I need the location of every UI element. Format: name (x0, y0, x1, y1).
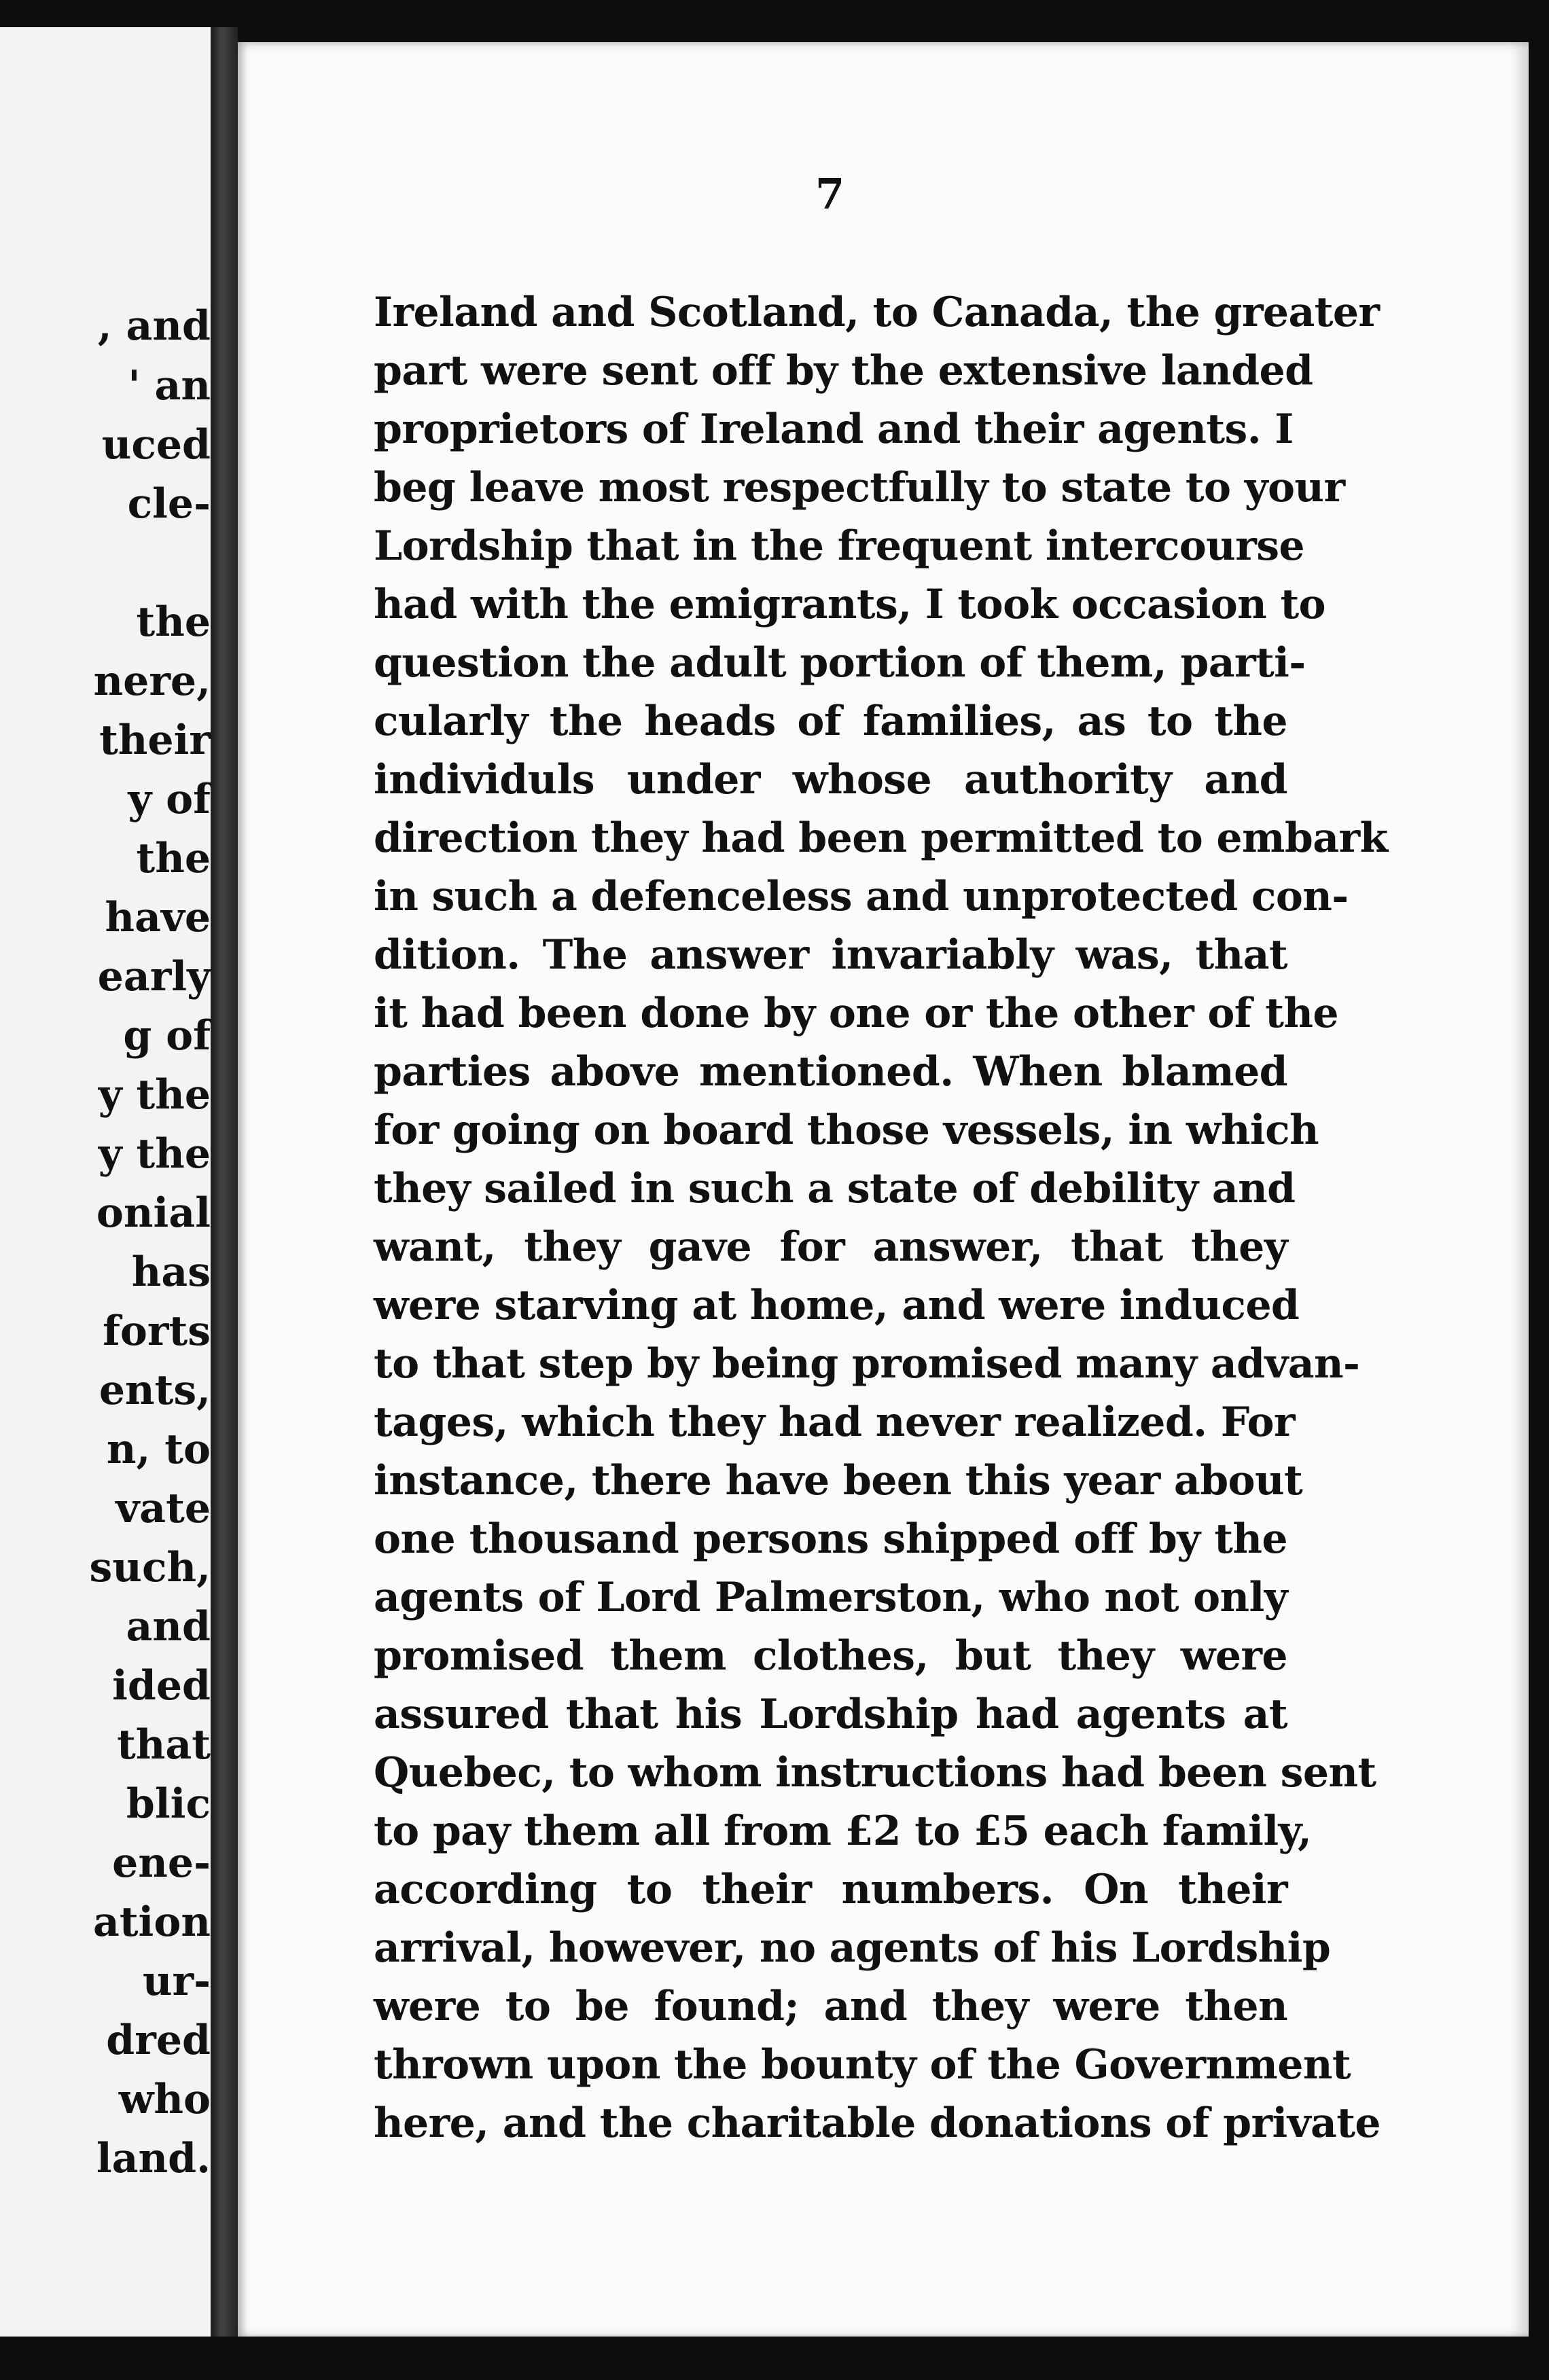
text-line: question the adult portion of them, parti- (374, 639, 1306, 687)
text-line: were starving at home, and were induced (374, 1282, 1300, 1329)
text-line: to pay them all from £2 to £5 each family, (374, 1807, 1312, 1855)
text-line: according to their numbers. On their (374, 1866, 1287, 1913)
scan-border-bottom (0, 2337, 1549, 2380)
left-page-line: blic (126, 1780, 211, 1828)
text-line: instance, there have been this year about (374, 1457, 1303, 1504)
left-page-line: y of (128, 776, 211, 823)
left-page-line: the (136, 835, 211, 882)
text-line: Lordship that in the frequent intercourse (374, 522, 1304, 570)
text-line: individuls under whose authority and (374, 756, 1287, 804)
book-gutter (211, 27, 238, 2350)
left-page-line: ur- (142, 1958, 211, 2005)
text-line: here, and the charitable donations of private (374, 2099, 1381, 2147)
text-line: dition. The answer invariably was, that (374, 931, 1287, 979)
left-page-line: y the (98, 1071, 211, 1119)
left-page-line: who (118, 2076, 211, 2123)
left-page-line: nere, (93, 657, 211, 705)
text-line: proprietors of Ireland and their agents. I (374, 405, 1294, 453)
left-page-line: ene- (112, 1839, 211, 1887)
text-line: one thousand persons shipped off by the (374, 1515, 1287, 1563)
text-line: want, they gave for answer, that they (374, 1223, 1287, 1271)
left-page-line: ided (112, 1662, 211, 1710)
text-line: in such a defenceless and unprotected con- (374, 873, 1349, 920)
left-page-line: g of (123, 1012, 211, 1060)
left-page-line: ation (92, 1898, 211, 1946)
text-line: they sailed in such a state of debility and (374, 1165, 1296, 1212)
text-line: direction they had been permitted to embark (374, 814, 1388, 862)
text-line: parties above mentioned. When blamed (374, 1048, 1287, 1096)
text-line: Quebec, to whom instructions had been sent (374, 1749, 1376, 1797)
left-page-line: uced (101, 421, 211, 469)
left-page-line: dred (106, 2017, 211, 2064)
text-line: for going on board those vessels, in which (374, 1106, 1319, 1154)
left-page-line: y the (98, 1130, 211, 1178)
left-page-line: ents, (99, 1367, 211, 1414)
left-page-line: ' an (128, 362, 211, 410)
left-page-line: vate (115, 1485, 211, 1532)
text-line: cularly the heads of families, as to the (374, 698, 1287, 745)
text-line: arrival, however, no agents of his Lordship (374, 1924, 1331, 1972)
text-line: Ireland and Scotland, to Canada, the greater (374, 289, 1380, 336)
left-page-line: their (99, 717, 211, 764)
left-page-line: and (126, 1603, 211, 1651)
left-page-line: has (131, 1248, 211, 1296)
text-line: beg leave most respectfully to state to your (374, 464, 1345, 511)
left-page-line: such, (89, 1544, 211, 1591)
text-line: assured that his Lordship had agents at (374, 1691, 1287, 1738)
left-page-line: forts (103, 1308, 211, 1355)
left-page-line: , and (97, 302, 211, 350)
text-line: promised them clothes, but they were (374, 1632, 1287, 1680)
page-number: 7 (815, 169, 845, 219)
text-line: agents of Lord Palmerston, who not only (374, 1574, 1287, 1621)
left-page-line: cle- (127, 480, 211, 528)
left-page-line: that (117, 1721, 211, 1769)
text-line: to that step by being promised many advan- (374, 1340, 1360, 1388)
left-page-line: have (105, 894, 211, 941)
left-page-line: land. (96, 2135, 211, 2182)
text-line: tages, which they had never realized. For (374, 1399, 1295, 1446)
text-line: were to be found; and they were then (374, 1983, 1287, 2030)
text-line: it had been done by one or the other of the (374, 990, 1339, 1037)
text-line: part were sent off by the extensive landed (374, 347, 1313, 395)
left-page-line: early (97, 953, 211, 1000)
left-page-line: onial (96, 1189, 211, 1237)
left-page-fragment (0, 27, 211, 2337)
text-line: had with the emigrants, I took occasion to (374, 581, 1325, 628)
left-page-line: the (136, 598, 211, 646)
text-line: thrown upon the bounty of the Government (374, 2041, 1351, 2089)
left-page-line: n, to (106, 1426, 211, 1473)
